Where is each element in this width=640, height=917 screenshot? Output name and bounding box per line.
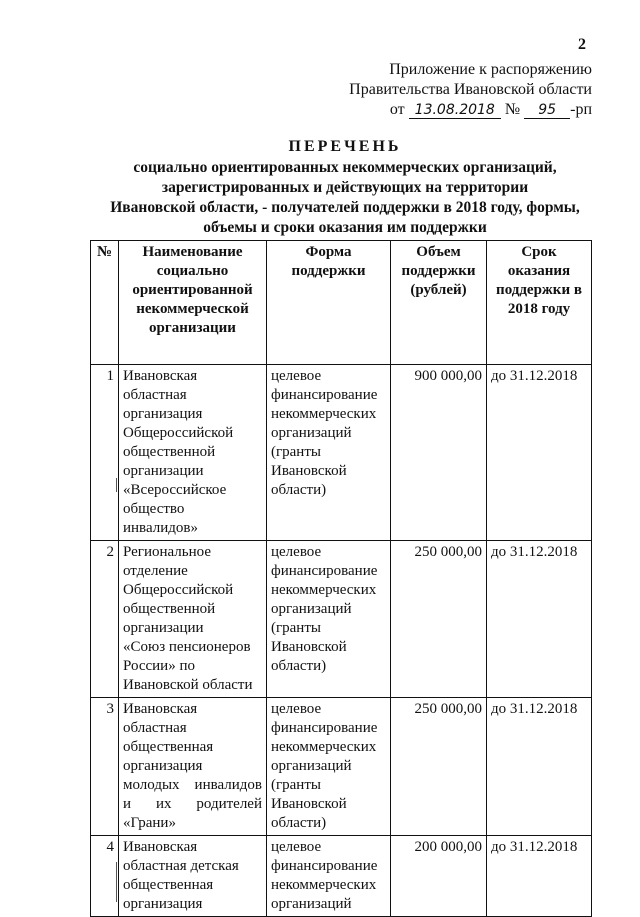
organization-name <box>119 541 267 698</box>
number-suffix: -рп <box>570 101 592 118</box>
organization-name-part: «Союз пенсионеров России» по <box>123 639 251 674</box>
title-sub-2: зарегистрированных и действующих на территории <box>161 179 529 196</box>
support-term: до 31.12.2018 <box>487 836 592 917</box>
row-number: 4 <box>91 836 119 917</box>
number-label: № <box>504 101 521 118</box>
organization-name: Ивановская областная детская общественная организация <box>119 836 267 917</box>
organization-name <box>119 698 267 836</box>
appendix-date-line <box>349 100 592 120</box>
organization-name-part: Региональное отделение Общероссийской общественной организации <box>123 544 234 636</box>
appendix-line-1: Приложение к распоряжению <box>389 61 592 78</box>
support-form: целевое финансирование некоммерческих организаций (гранты Ивановской области) <box>267 365 391 541</box>
organization-name-part: Ивановской области <box>123 677 253 693</box>
table-row <box>91 541 592 698</box>
support-form: целевое финансирование некоммерческих организаций (гранты Ивановской области) <box>267 541 391 698</box>
organization-name-part: «Грани» <box>123 815 176 831</box>
support-term: до 31.12.2018 <box>487 541 592 698</box>
support-form: целевое финансирование некоммерческих организаций (гранты Ивановской области) <box>267 698 391 836</box>
support-amount: 200 000,00 <box>391 836 487 917</box>
title-sub-1: социально ориентированных некоммерческих организаций, <box>133 159 557 176</box>
title-sub-4: объемы и сроки оказания им поддержки <box>203 219 487 236</box>
header-form: Форма поддержки <box>267 241 391 365</box>
title-sub-3: Ивановской области, - получателей поддержки в 2018 году, формы, <box>110 199 580 216</box>
page-number: 2 <box>578 36 586 53</box>
row-number: 1 <box>91 365 119 541</box>
table-row <box>91 698 592 836</box>
title-main: ПЕРЕЧЕНЬ <box>288 138 402 155</box>
date-prefix: от <box>389 101 405 118</box>
support-amount: 250 000,00 <box>391 541 487 698</box>
organization-name-part: Ивановская областная общественная организация молодых инвалидов и их родителей <box>123 701 262 812</box>
row-number: 3 <box>91 698 119 836</box>
support-form: целевое финансирование некоммерческих организаций <box>267 836 391 917</box>
header-name: Наименование социально ориентированной некоммерческой организации <box>119 241 267 365</box>
appendix-header <box>349 60 592 120</box>
support-amount: 250 000,00 <box>391 698 487 836</box>
handwritten-number: 95 <box>524 102 570 119</box>
table-row <box>91 836 592 917</box>
handwritten-date: 13.08.2018 <box>409 102 501 119</box>
support-amount: 900 000,00 <box>391 365 487 541</box>
table-header-row <box>91 241 592 365</box>
row-number: 2 <box>91 541 119 698</box>
header-num: № <box>91 241 119 365</box>
support-term: до 31.12.2018 <box>487 698 592 836</box>
support-term: до 31.12.2018 <box>487 365 592 541</box>
document-title <box>100 138 590 238</box>
table-row <box>91 365 592 541</box>
appendix-line-2: Правительства Ивановской области <box>349 81 592 98</box>
header-amount: Объем поддержки (рублей) <box>391 241 487 365</box>
scan-margin-mark <box>116 478 117 492</box>
organizations-table <box>90 240 592 917</box>
organization-name: Ивановская областная организация Общероссийской общественной организации «Всероссийское общество инвалидов» <box>119 365 267 541</box>
scan-margin-mark <box>116 862 117 902</box>
header-term: Срок оказания поддержки в 2018 году <box>487 241 592 365</box>
